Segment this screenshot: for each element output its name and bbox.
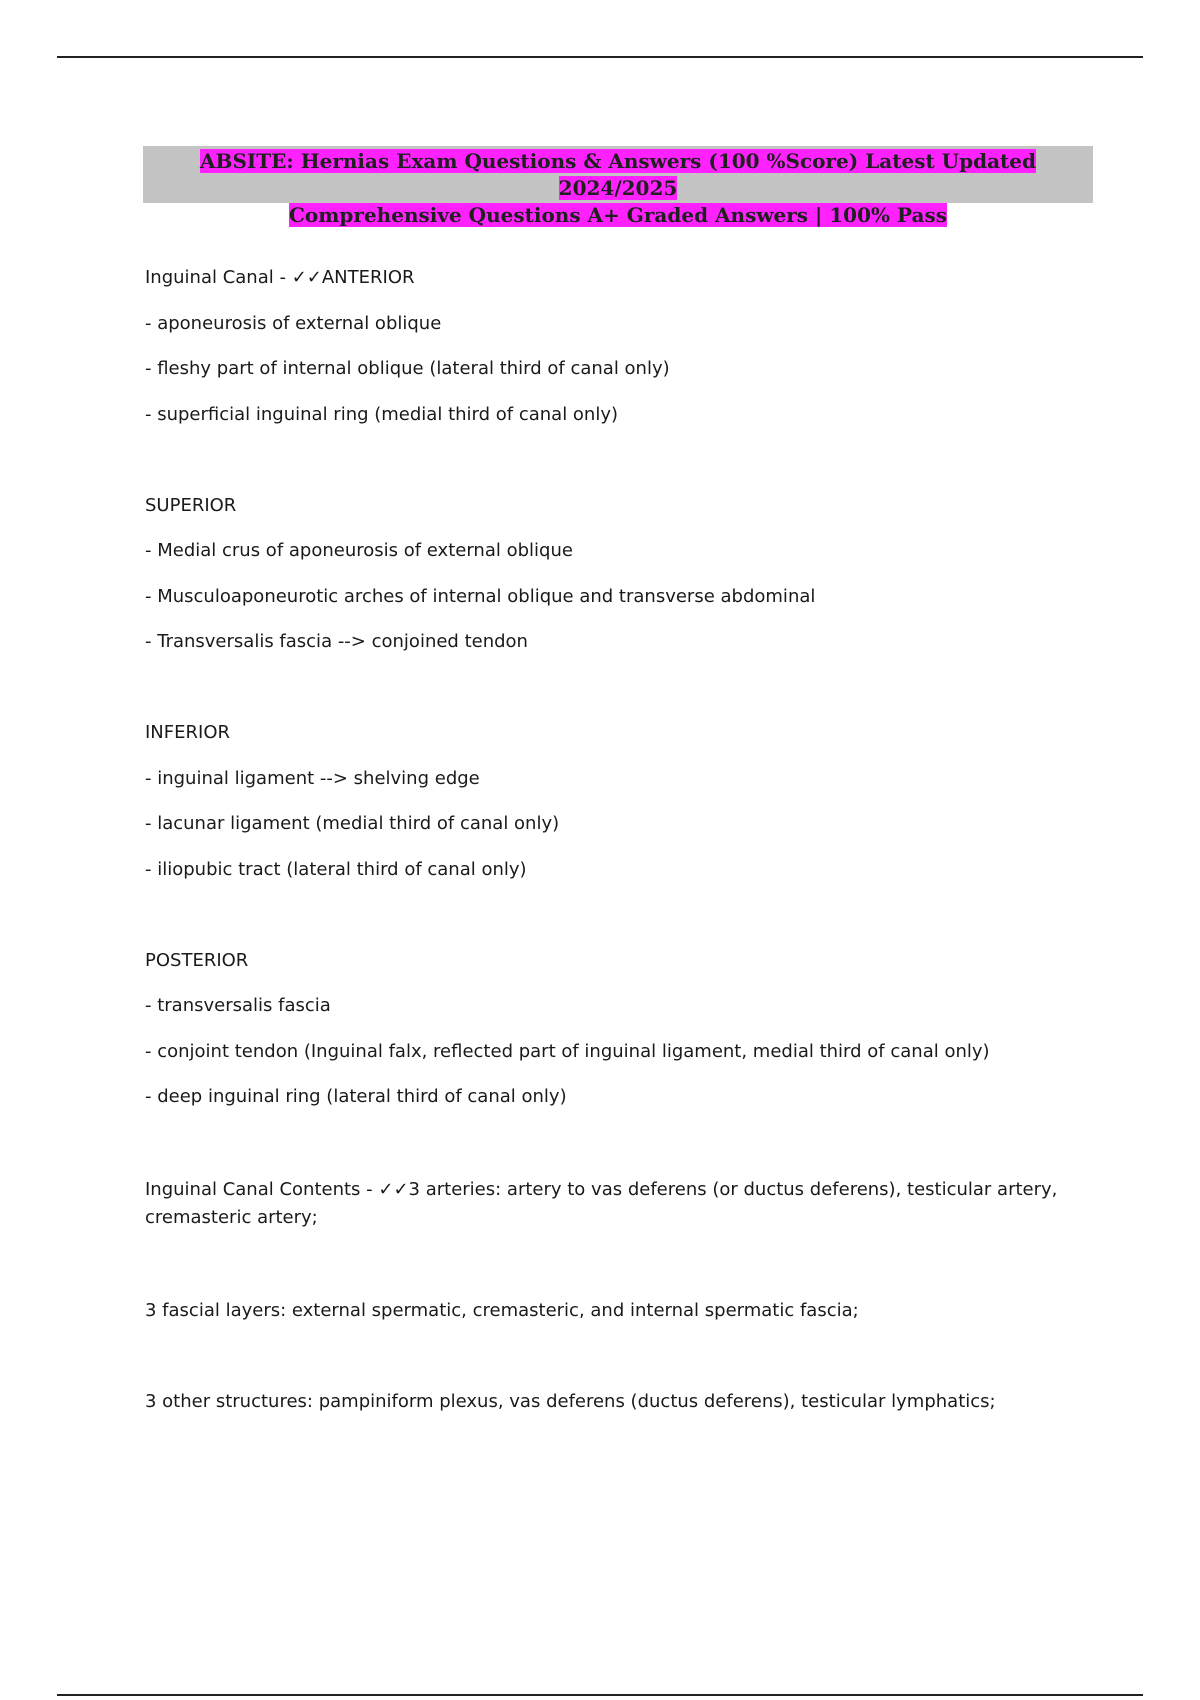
canal-contents-arteries: Inguinal Canal Contents - ✓✓3 arteries: artery to vas deferens (or ductus deferens), testicular artery, cremasteric artery;: [145, 1179, 1058, 1228]
title-line-1: ABSITE: Hernias Exam Questions & Answers (100 %Score) Latest Updated 2024/2025: [200, 149, 1036, 200]
section-heading-superior: SUPERIOR: [145, 495, 237, 516]
section-heading-inferior: INFERIOR: [145, 722, 230, 743]
list-item: - iliopubic tract (lateral third of canal only): [145, 859, 527, 880]
list-item: - Medial crus of aponeurosis of external oblique: [145, 540, 573, 561]
list-item: - transversalis fascia: [145, 995, 331, 1016]
title-line-2: Comprehensive Questions A+ Graded Answers | 100% Pass: [289, 203, 947, 227]
list-item: - deep inguinal ring (lateral third of canal only): [145, 1086, 567, 1107]
list-item: - lacunar ligament (medial third of canal only): [145, 813, 560, 834]
document-title-banner: [143, 146, 1093, 227]
top-rule: [57, 56, 1143, 58]
list-item: - aponeurosis of external oblique: [145, 313, 442, 334]
canal-contents-fascial-layers: 3 fascial layers: external spermatic, cremasteric, and internal spermatic fascia;: [145, 1300, 859, 1321]
canal-contents-other-structures: 3 other structures: pampiniform plexus, vas deferens (ductus deferens), testicular lymphatics;: [145, 1391, 996, 1412]
list-item: - Musculoaponeurotic arches of internal oblique and transverse abdominal: [145, 586, 816, 607]
list-item: - fleshy part of internal oblique (lateral third of canal only): [145, 358, 670, 379]
section-heading-anterior: Inguinal Canal - ✓✓ANTERIOR: [145, 267, 415, 288]
list-item: - inguinal ligament --> shelving edge: [145, 768, 480, 789]
list-item: - superficial inguinal ring (medial third of canal only): [145, 404, 619, 425]
list-item: - Transversalis fascia --> conjoined tendon: [145, 631, 528, 652]
section-heading-posterior: POSTERIOR: [145, 950, 249, 971]
list-item: - conjoint tendon (Inguinal falx, reflected part of inguinal ligament, medial third of canal only): [145, 1041, 990, 1062]
bottom-rule: [57, 1694, 1143, 1696]
